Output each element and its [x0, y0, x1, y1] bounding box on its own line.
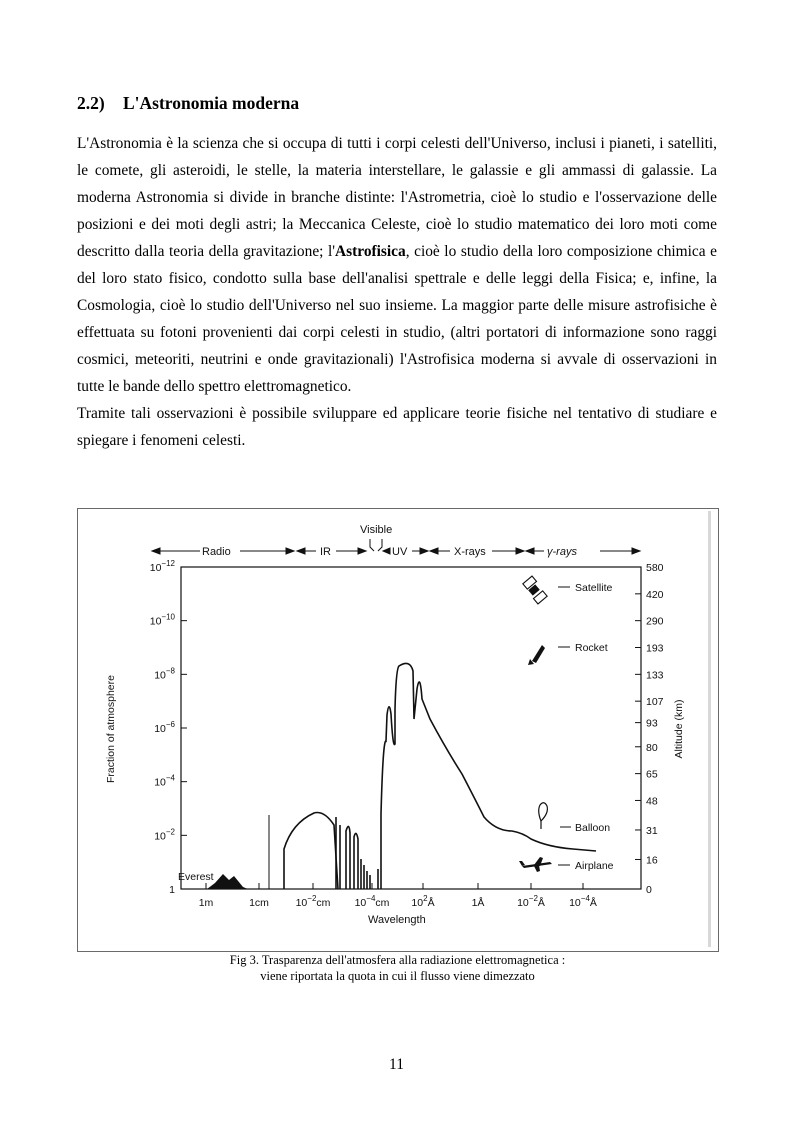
balloon-icon — [539, 803, 548, 829]
satellite-label: Satellite — [575, 582, 613, 594]
section-heading — [77, 93, 299, 114]
x-tick-label: $10^{-2}cm$ — [295, 894, 331, 909]
y-left-tick-label: $10^{-12}$ — [149, 559, 175, 574]
x-tick-label: 1m — [198, 897, 214, 909]
right-axis-ticks — [635, 562, 664, 896]
x-axis-label: Wavelength — [368, 914, 426, 926]
absorption-curve — [269, 663, 596, 889]
caption-line-1: Fig 3. Trasparenza dell'atmosfera alla radiazione elettromagnetica : — [229, 953, 566, 967]
band-radio-label: Radio — [202, 546, 231, 558]
y-right-tick-label: 193 — [646, 642, 664, 655]
y-left-tick-label: $10^{-4}$ — [154, 773, 175, 789]
y-right-tick-label: 107 — [646, 696, 664, 709]
y-right-tick-label: 48 — [646, 795, 658, 808]
band-visible-label: Visible — [360, 524, 393, 536]
caption-line-2: viene riportata la quota in cui il flusso viene dimezzato — [260, 969, 535, 983]
page-number: 11 — [389, 1056, 404, 1073]
band-ir-label: IR — [320, 546, 331, 558]
figure-caption — [200, 952, 595, 984]
atmosphere-transparency-figure — [78, 509, 718, 951]
airplane-label: Airplane — [575, 860, 614, 872]
x-tick-label: $10^{-4}cm$ — [354, 894, 390, 909]
y-left-tick-label: $10^{-10}$ — [149, 612, 175, 628]
paragraph-1 — [77, 130, 717, 400]
y-left-tick-label: $10^{-6}$ — [154, 720, 175, 735]
everest-label: Everest — [178, 871, 214, 883]
band-gamma-label: γ-rays — [547, 546, 577, 558]
y-left-tick-label: 1 — [169, 884, 175, 896]
section-number: 2.2) — [77, 93, 105, 113]
satellite-icon — [523, 576, 547, 604]
plot-box — [181, 567, 641, 889]
y-left-axis-label: Fraction of atmosphere — [105, 675, 117, 783]
y-right-tick-label: 133 — [646, 669, 664, 682]
band-xrays-label: X-rays — [454, 546, 486, 558]
balloon-label: Balloon — [575, 822, 611, 834]
y-left-tick-label: $10^{-8}$ — [154, 666, 175, 682]
paragraph-2: Tramite tali osservazioni è possibile sviluppare ed applicare teorie fisiche nel tentativo di studiare e spiegare i fenomeni celesti. — [77, 405, 717, 449]
x-tick-label: $10^{-2}Å$ — [517, 894, 545, 909]
x-tick-label: 1cm — [249, 897, 269, 909]
y-left-tick-label: $10^{-2}$ — [154, 827, 175, 843]
y-right-tick-label: 80 — [646, 741, 658, 754]
paragraph-1-after: , cioè lo studio della loro composizione chimica e del loro stato fisico, condotto sulla base dell'analisi spettrale e delle leggi della Fisica; e, infine, la Cosmologia, cioè lo studio dell'Universo nel suo insieme. La maggior parte delle misure astrofisiche è effettuata su fotoni provenienti dai corpi celesti in studio, (altri portatori di informazione sono raggi cosmici, meteoriti, neutrini e onde gravitazionali) l'Astrofisica moderna si avvale di osservazioni in tutte le bande dello spettro elettromagnetico. — [77, 243, 717, 395]
band-uv-label: UV — [392, 546, 408, 558]
y-right-tick-label: 0 — [646, 884, 652, 896]
y-right-tick-label: 93 — [646, 717, 658, 730]
y-right-tick-label: 290 — [646, 615, 664, 628]
y-right-axis-label: Altitude (km) — [673, 699, 685, 759]
section-title: L'Astronomia moderna — [123, 93, 300, 113]
y-right-tick-label: 580 — [646, 562, 664, 574]
y-right-tick-label: 420 — [646, 588, 664, 601]
paragraph-1-before: L'Astronomia è la scienza che si occupa di tutti i corpi celesti dell'Universo, inclusi i pianeti, i satelliti, le comete, gli asteroidi, le stelle, la materia interstellare, le galassie e gli ammassi di galassie. La moderna Astronomia si divide in branche distinte: l'Astrometria, cioè lo studio e l'osservazione delle posizioni e dei moti degli astri; la Meccanica Celeste, cioè lo studio matematico dei loro moti come descritto dalla teoria della gravitazione; l' — [77, 135, 717, 260]
x-tick-label: $10^2Å$ — [411, 894, 435, 909]
rocket-icon — [528, 645, 545, 665]
body-text — [77, 130, 717, 454]
x-axis-ticks — [199, 883, 597, 909]
rocket-label: Rocket — [575, 642, 608, 654]
figure-frame — [77, 508, 719, 952]
x-tick-label: 1Å — [471, 897, 485, 909]
y-right-tick-label: 31 — [646, 824, 658, 837]
airplane-icon — [519, 857, 552, 872]
x-tick-label: $10^{-4}Å$ — [569, 894, 597, 909]
y-right-tick-label: 65 — [646, 768, 658, 781]
astrofisica-bold: Astrofisica — [335, 243, 406, 260]
y-right-tick-label: 16 — [646, 854, 658, 867]
